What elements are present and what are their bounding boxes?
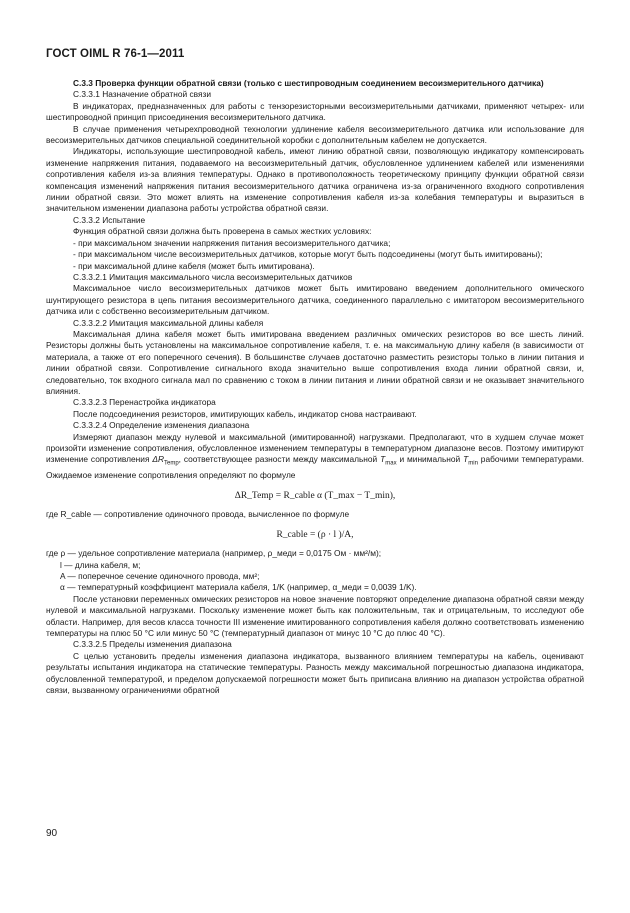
- formula-r-cable: [46, 530, 584, 541]
- list-item: - при максимальной длине кабеля (может быть имитирована).: [73, 260, 315, 271]
- paragraph: Индикаторы, использующие шестипроводной кабель, имеют линию обратной связи, позволяющую индикатору компенсировать изменение напряжения питания, подаваемого на весоизмерительный датчик, обусловленное удлинением кабелей или изменениями сопротивления кабеля из-за влияния температуры. Однако в противоположность теоретическому принципу функции обратной связи компенсация изменений напряжения питания весоизмерительного датчика ограничена из-за ограниченного входного сопротивления линии обратной связи. Это может влиять на изменение сопротивления кабеля из-за колебания температуры и выразиться в значительном изменении диапазона работы устройства обратной связи.: [46, 146, 584, 214]
- paragraph: С.3.3.1 Назначение обратной связи: [73, 89, 211, 100]
- paragraph: С.3.3.2.1 Имитация максимального числа весоизмерительных датчиков: [73, 271, 353, 282]
- paragraph: С целью установить пределы изменения диапазона индикатора, вызванного влиянием температуры на кабель, оценивают результаты испытания индикатора на статические температуры. Разность между максимальной погрешностью диапазона индикатора, обусловленной температурой, и пределом допускаемой погрешности может быть приписана влиянию на диапазон устройства обратной связи, вызванному ограничениями обратной: [46, 650, 584, 695]
- paragraph-with-symbols: Измеряют диапазон между нулевой и максимальной (имитированной) нагрузками. Предполагают, что в худшем случае может произойти изменение сопротивления, обусловленное изменением температуры в температурном диапазоне весов. Поэтому имитируют изменение сопротивления $\Delta R_{Temp}$, соответствующее разности между максимальной $T_{max}$ и минимальной $T_{min}$ рабочими температурами. Ожидаемое изменение сопротивления определяют по формуле: [46, 431, 584, 481]
- paragraph: С.3.3.2.3 Перенастройка индикатора: [73, 397, 216, 408]
- symbol-definition: α — температурный коэффициент материала кабеля, 1/K (например, α_меди = 0,0039 1/K).: [60, 582, 417, 593]
- symbol-definition: A — поперечное сечение одиночного провода, мм²;: [60, 570, 260, 581]
- paragraph: Функция обратной связи должна быть проверена в самых жестких условиях:: [73, 226, 372, 237]
- paragraph: С.3.3.2.4 Определение изменения диапазона: [73, 420, 250, 431]
- symbol-definition: l — длина кабеля, м;: [60, 559, 141, 570]
- paragraph: После установки переменных омических резисторов на новое значение повторяют определение диапазона обратной связи между нулевой и максимальной нагрузками. Поскольку изменение может быть как положительным, так и отрицательным, то исследуют обе области. Например, для весов класса точности III изменение имитированного сопротивления кабеля должно соответствовать изменению температуры на плюс 50 °С или минус 50 °С (температурный диапазон от минус 10 °С до плюс 40 °С).: [46, 593, 584, 638]
- paragraph: С.3.3.2.2 Имитация максимальной длины кабеля: [73, 317, 264, 328]
- formula-explanation: где R_cable — сопротивление одиночного провода, вычисленное по формуле: [46, 509, 350, 520]
- text-part: рабочими температурами. Ожидаемое изменение сопротивления определяют по формуле: [46, 454, 584, 481]
- list-item: - при максимальном значении напряжения питания весоизмерительного датчика;: [73, 237, 391, 248]
- text-part: , соответствующее разности между максимальной: [178, 454, 381, 465]
- text-part: Измеряют диапазон между нулевой и максимальной (имитированной) нагрузками. Предполагают, что в худшем случае может произойти изменение сопротивления, обусловленное изменением температуры в температурном диапазоне весов. Поэтому имитируют изменение сопротивления: [46, 431, 584, 465]
- paragraph: В случае применения четырехпроводной технологии удлинение кабеля весоизмерительного датчика или использование для весоизмерительных датчиков специальной соединительной коробки с дополнительным кабелем не допускается.: [46, 123, 584, 146]
- paragraph: Максимальное число весоизмерительных датчиков может быть имитировано введением дополнительного омического шунтирующего резистора в цепь питания весоизмерительного датчика, соединенного параллельно с имитатором весоизмерительного датчика или с собственно весоизмерительным датчиком.: [46, 283, 584, 317]
- text-part: и минимальной: [396, 454, 464, 465]
- document-body: [46, 78, 584, 696]
- symbol-definition: где ρ — удельное сопротивление материала (например, ρ_меди = 0,0175 Ом · мм²/м);: [46, 548, 382, 559]
- paragraph: С.3.3.2 Испытание: [73, 214, 146, 225]
- section-title: С.3.3 Проверка функции обратной связи (только с шестипроводным соединением весоизмерительного датчика): [73, 78, 544, 88]
- formula-text: R_cable = (ρ · l )/A,: [276, 529, 354, 540]
- page-number: 90: [46, 828, 58, 839]
- formula-delta-r: [46, 491, 584, 502]
- list-item: - при максимальном числе весоизмерительных датчиков, которые могут быть подсоединены (могут быть имитированы);: [73, 249, 543, 260]
- paragraph: После подсоединения резисторов, имитирующих кабель, индикатор снова настраивают.: [73, 408, 417, 419]
- document-header: ГОСТ OIML R 76-1—2011: [46, 48, 185, 60]
- paragraph: В индикаторах, предназначенных для работы с тензорезисторными весоизмерительными датчиками, применяют четырех- или шестипроводной принцип присоединения весоизмерительного датчика.: [46, 100, 584, 123]
- paragraph: Максимальная длина кабеля может быть имитирована введением различных омических резисторов во все шесть линий. Резисторы должны быть установлены на максимальное сопротивление кабеля, т. е. на максимальную длину кабеля (в зависимости от материала, а также от его поперечного сечения). В большинстве случаев достаточно разместить резисторы только в линии питания и линии обратной связи. Сопротивление сигнального входа значительно выше сопротивления входа линии обратной связи, и, следовательно, ток входного сигнала мал по сравнению с током в линии питания и линии обратной связи и не оказывает значительного влияния.: [46, 328, 584, 396]
- paragraph: С.3.3.2.5 Пределы изменения диапазона: [73, 639, 232, 650]
- formula-text: ΔR_Temp = R_cable α (T_max − T_min),: [234, 490, 396, 501]
